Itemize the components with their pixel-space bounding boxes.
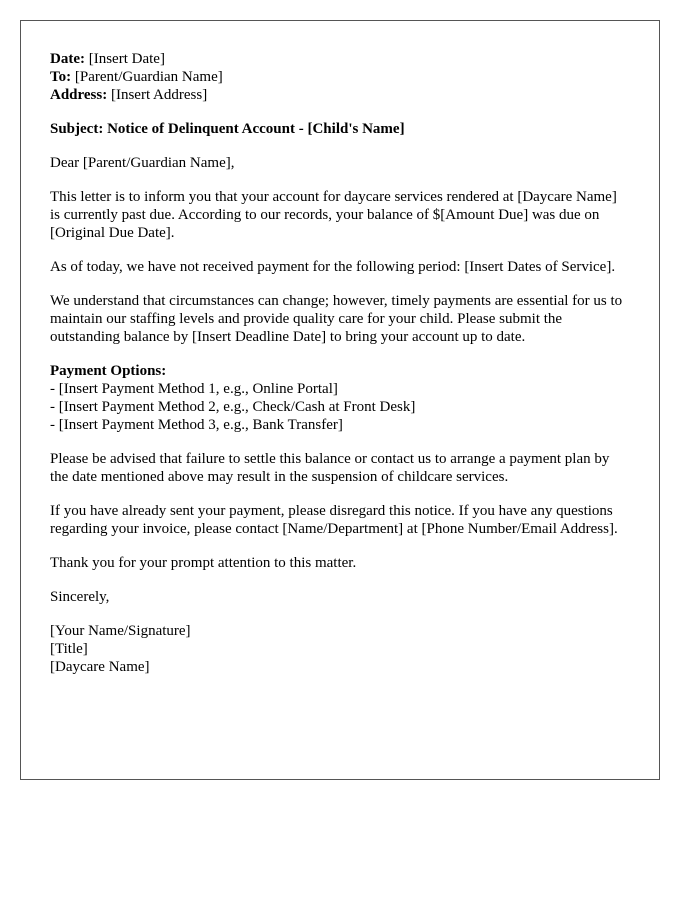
signature-name: [Your Name/Signature] <box>50 623 191 639</box>
signoff: Sincerely, <box>50 589 110 605</box>
date-line <box>50 50 630 68</box>
signature-title: [Title] <box>50 641 88 657</box>
paragraph-request: We understand that circumstances can change; however, timely payments are essential for us to maintain our staffing levels and provide quality care for your child. Please submit the outstanding balance by [Insert Deadline Date] to bring your account up to date. <box>50 293 623 345</box>
letter-page <box>20 20 660 780</box>
date-value: [Insert Date] <box>84 51 165 67</box>
payment-option-item: - [Insert Payment Method 3, e.g., Bank Transfer] <box>50 417 343 433</box>
paragraph-account-status: This letter is to inform you that your account for daycare services rendered at [Daycare Name] is currently past due. According to our records, your balance of $[Amount Due] was due on [Original Due Date]. <box>50 189 617 241</box>
paragraph-thanks: Thank you for your prompt attention to this matter. <box>50 555 357 571</box>
address-value: [Insert Address] <box>107 87 208 103</box>
signature-block <box>50 622 630 676</box>
payment-options-heading: Payment Options: <box>50 363 167 379</box>
recipient-value: [Parent/Guardian Name] <box>71 69 223 85</box>
paragraph-warning: Please be advised that failure to settle this balance or contact us to arrange a payment plan by the date mentioned above may result in the suspension of childcare services. <box>50 451 610 485</box>
letter-header <box>50 50 630 104</box>
payment-options <box>50 362 630 434</box>
paragraph-unpaid-period: As of today, we have not received payment for the following period: [Insert Dates of Service]. <box>50 259 616 275</box>
payment-option-item: - [Insert Payment Method 1, e.g., Online Portal] <box>50 381 338 397</box>
recipient-label: To: <box>50 69 72 85</box>
recipient-line <box>50 68 630 86</box>
signature-organization: [Daycare Name] <box>50 659 150 675</box>
paragraph-contact: If you have already sent your payment, please disregard this notice. If you have any questions regarding your invoice, please contact [Name/Department] at [Phone Number/Email Address]. <box>50 503 618 537</box>
address-line <box>50 86 630 104</box>
payment-option-item: - [Insert Payment Method 2, e.g., Check/Cash at Front Desk] <box>50 399 416 415</box>
date-label: Date: <box>50 51 85 67</box>
subject-line: Subject: Notice of Delinquent Account - [Child's Name] <box>50 121 405 137</box>
address-label: Address: <box>50 87 108 103</box>
salutation: Dear [Parent/Guardian Name], <box>50 155 235 171</box>
